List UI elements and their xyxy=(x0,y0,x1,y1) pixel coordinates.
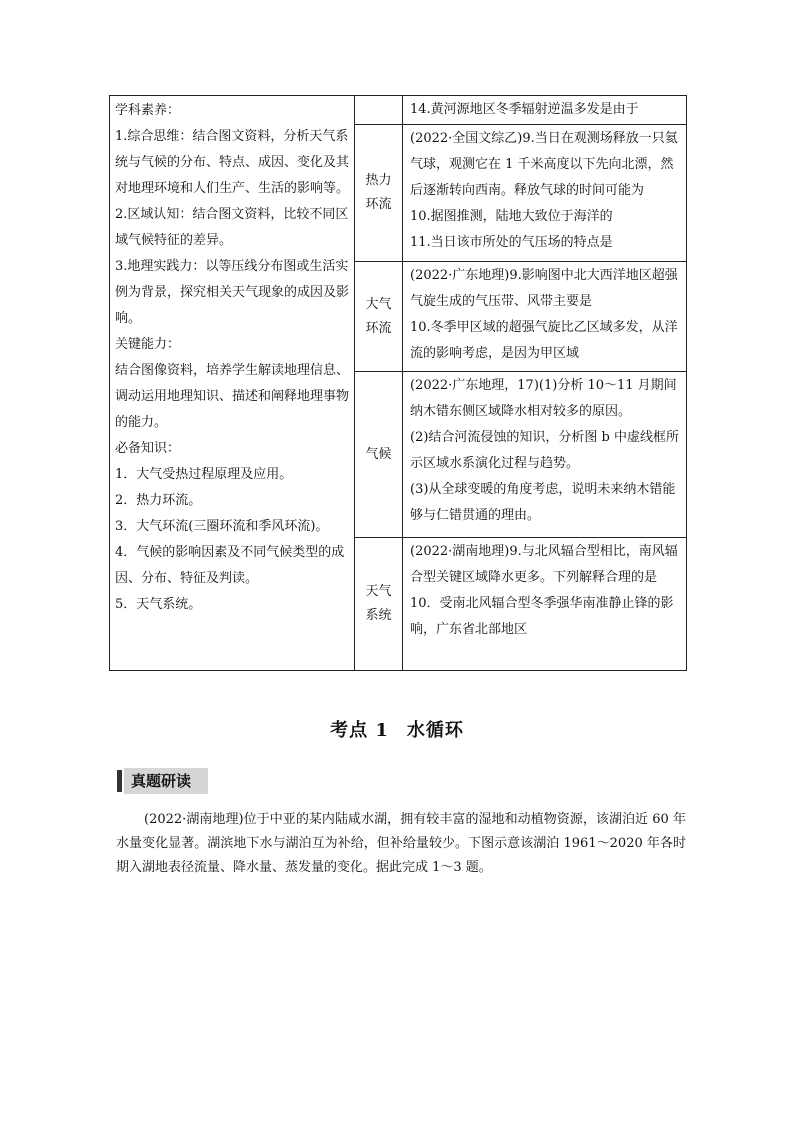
left-line: 2．热力环流。 xyxy=(115,493,202,508)
exam-analysis-table xyxy=(109,95,687,671)
question-cell xyxy=(403,372,687,538)
question-line: (2022·湖南地理)9.与北风辐合型相比，南风辐合型关键区域降水更多。下列解释合理的是 xyxy=(410,544,678,585)
left-line: 3．大气环流(三圈环流和季风环流)。 xyxy=(115,519,329,534)
question-line: (2022·广东地理)9.影响图中北大西洋地区超强气旋生成的气压带、风带主要是 xyxy=(410,268,678,309)
left-line: 必备知识： xyxy=(115,441,181,456)
question-line: (2022·全国文综乙)9.当日在观测场释放一只氦气球，观测它在 1 千米高度以下先向北漂，然后逐渐转向西南。释放气球的时间可能为 xyxy=(410,131,678,198)
left-line: 5．天气系统。 xyxy=(115,597,202,612)
question-line: (2022·广东地理，17)(1)分析 10～11 月期间纳木错东侧区域降水相对较多的原因。 xyxy=(410,378,677,419)
question-line: 10.据图推测，陆地大致位于海洋的 xyxy=(410,209,613,224)
section-number: 考点 1 xyxy=(330,720,389,741)
question-line: 10.冬季甲区域的超强气旋比乙区域多发，从洋流的影响考虑，是因为甲区域 xyxy=(410,320,678,361)
left-line: 3.地理实践力：以等压线分布图或生活实例为背景，探究相关天气现象的成因及影响。 xyxy=(115,259,350,326)
category-label: 大气环流 xyxy=(365,296,392,336)
category-cell xyxy=(355,125,403,262)
question-line: 10．受南北风辐合型冬季强华南准静止锋的影响，广东省北部地区 xyxy=(410,596,674,637)
category-cell xyxy=(355,262,403,372)
left-line: 学科素养： xyxy=(115,103,181,118)
left-line: 关键能力： xyxy=(115,337,181,352)
category-label: 天气系统 xyxy=(365,584,392,623)
question-intro-paragraph: (2022·湖南地理)位于中亚的某内陆咸水湖，拥有较丰富的湿地和动植物资源，该湖泊近 60 年水量变化显著。湖滨地下水与湖泊互为补给，但补给量较少。下图示意该湖泊 1961～2020 年各时期入湖地表径流量、降水量、蒸发量的变化。据此完成 1～3 题。 xyxy=(116,812,686,875)
question-cell xyxy=(403,262,687,372)
section-title xyxy=(0,716,794,742)
section-banner xyxy=(117,768,208,794)
question-line: 11.当日该市所处的气压场的特点是 xyxy=(410,235,613,250)
left-line: 4．气候的影响因素及不同气候类型的成因、分布、特征及判读。 xyxy=(115,545,345,586)
competency-text xyxy=(110,96,354,618)
category-label: 热力环流 xyxy=(365,173,392,212)
question-cell xyxy=(403,96,687,125)
category-cell xyxy=(355,96,403,125)
category-cell xyxy=(355,372,403,538)
section-name: 水循环 xyxy=(406,720,464,741)
category-cell xyxy=(355,538,403,671)
left-line: 结合图像资料，培养学生解读地理信息、调动运用地理知识、描述和阐释地理事物的能力。 xyxy=(115,363,350,430)
left-line: 1.综合思维：结合图文资料，分析天气系统与气候的分布、特点、成因、变化及其对地理环境和人们生产、生活的影响等。 xyxy=(115,129,350,196)
question-line: (2)结合河流侵蚀的知识，分析图 b 中虚线框所示区域水系演化过程与趋势。 xyxy=(410,430,680,471)
question-cell xyxy=(403,538,687,671)
left-line: 1．大气受热过程原理及应用。 xyxy=(115,467,293,482)
question-cell xyxy=(403,125,687,262)
question-line: (3)从全球变暖的角度考虑，说明未来纳木错能够与仁错贯通的理由。 xyxy=(410,482,676,523)
banner-accent-bar xyxy=(117,770,122,792)
competency-cell xyxy=(110,96,355,671)
banner-label: 真题研读 xyxy=(131,772,192,790)
left-line: 2.区域认知：结合图文资料，比较不同区域气候特征的差异。 xyxy=(115,207,349,248)
category-label: 气候 xyxy=(365,446,392,462)
question-line: 14.黄河源地区冬季辐射逆温多发是由于 xyxy=(410,102,639,117)
